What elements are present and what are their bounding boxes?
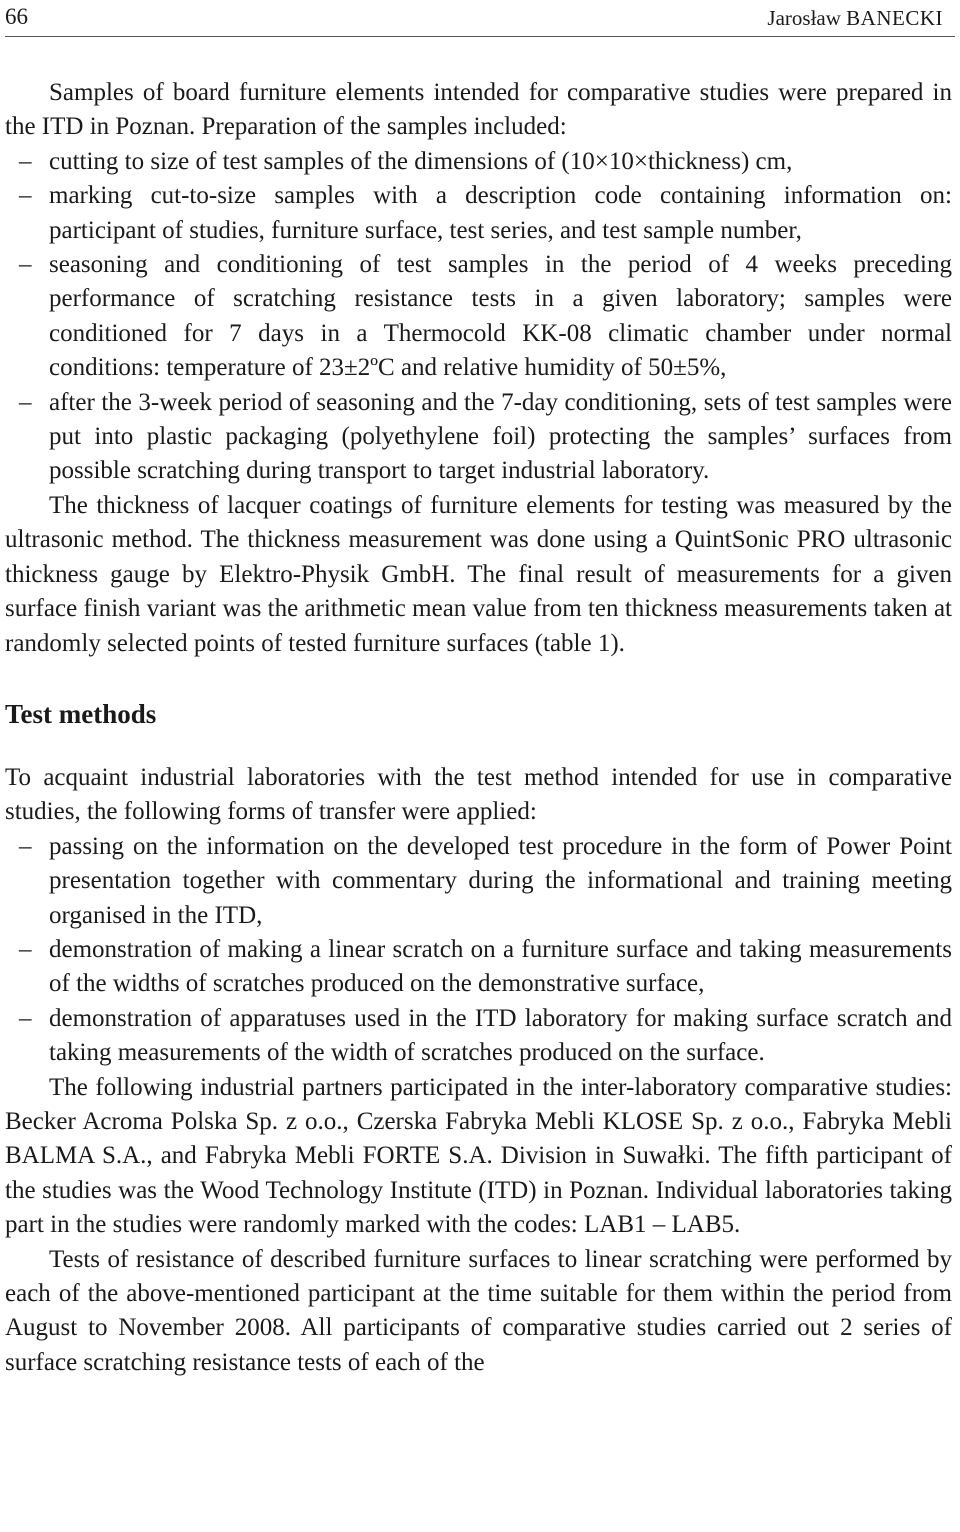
test-methods-intro-paragraph: To acquaint industrial laboratories with the test method intended for use in comparative studies, the following forms of transfer were applied: bbox=[5, 763, 952, 826]
partners-paragraph: The following industrial partners participated in the inter-laboratory comparative studies: Becker Acroma Polska Sp. z o.o., Czerska Fabryka Mebli KLOSE Sp. z o.o., Fabryka Mebli BALMA S.A., and Fabryka Mebli FORTE S.A. Division in Suwałki. The fifth participant of the studies was the Wood Technology Institute (ITD) in Poznan. Individual laboratories taking part in the studies were randomly marked with the codes: LAB1 – LAB5. bbox=[5, 1073, 952, 1239]
list-item: – after the 3-week period of seasoning and the 7-day conditioning, sets of test samples were put into plastic packaging (polyethylene foil) protecting the samples’ surfaces from possible scratching during transport to target industrial laboratory. bbox=[5, 386, 952, 489]
page-body bbox=[5, 76, 952, 1380]
running-header bbox=[5, 0, 955, 37]
list-item: – cutting to size of test samples of the dimensions of (10×10×thickness) cm, bbox=[5, 145, 952, 179]
author-first-name: Jarosław bbox=[767, 6, 847, 30]
transfer-forms-list bbox=[5, 830, 952, 1071]
running-author bbox=[767, 6, 943, 31]
thickness-paragraph: The thickness of lacquer coatings of furniture elements for testing was measured by the ultrasonic method. The thickness measurement was done using a QuintSonic PRO ultrasonic thickness gauge by Elektro-Physik GmbH. The final result of measurements for a given surface finish variant was the arithmetic mean value from ten thickness measurements taken at randomly selected points of tested furniture surfaces (table 1). bbox=[5, 491, 952, 657]
section-heading: Test methods bbox=[5, 698, 157, 729]
sample-preparation-list bbox=[5, 145, 952, 489]
tests-paragraph: Tests of resistance of described furniture surfaces to linear scratching were performed by each of the above-mentioned participant at the time suitable for them within the period from August to November 2008. All participants of comparative studies carried out 2 series of surface scratching resistance tests of each of the bbox=[5, 1245, 952, 1376]
list-item: – marking cut-to-size samples with a description code containing information on: participant of studies, furniture surface, test series, and test sample number, bbox=[5, 179, 952, 248]
list-item: – seasoning and conditioning of test samples in the period of 4 weeks preceding performance of scratching resistance tests in a given laboratory; samples were conditioned for 7 days in a Thermocold KK-08 climatic chamber under normal conditions: temperature of 23±2ºC and relative humidity of 50±5%, bbox=[5, 248, 952, 386]
list-item: – passing on the information on the developed test procedure in the form of Power Point presentation together with commentary during the informational and training meeting organised in the ITD, bbox=[5, 830, 952, 933]
page-number: 66 bbox=[5, 4, 28, 29]
author-last-name-text: BANECKI bbox=[846, 6, 943, 30]
samples-intro-paragraph: Samples of board furniture elements intended for comparative studies were prepared in the ITD in Poznan. Preparation of the samples included: bbox=[5, 79, 952, 141]
list-item: – demonstration of apparatuses used in the ITD laboratory for making surface scratch and taking measurements of the width of scratches produced on the surface. bbox=[5, 1002, 952, 1071]
list-item: – demonstration of making a linear scratch on a furniture surface and taking measurements of the widths of scratches produced on the demonstrative surface, bbox=[5, 933, 952, 1002]
author-last-name bbox=[846, 6, 943, 30]
